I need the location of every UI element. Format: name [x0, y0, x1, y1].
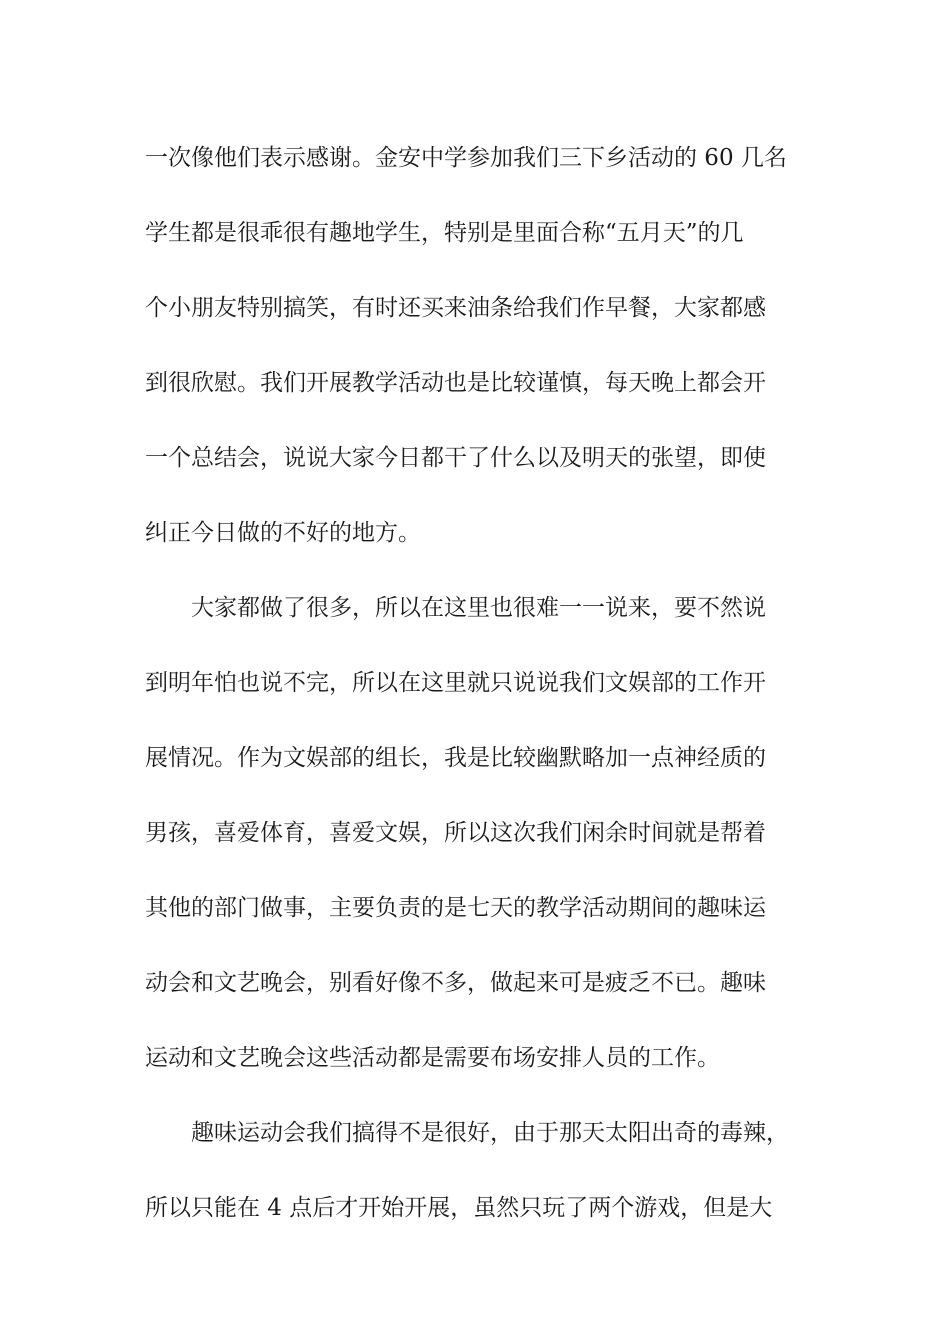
text-line: 趣味运动会我们搞得不是很好，由于那天太阳出奇的毒辣， [145, 1120, 789, 1146]
text-line: 其他的部门做事，主要负责的是七天的教学活动期间的趣味运 [145, 895, 766, 921]
text-line: 纠正今日做的不好的地方。 [145, 520, 421, 546]
text-line: 一次像他们表示感谢。金安中学参加我们三下乡活动的 60 几名 [145, 145, 787, 171]
text-line: 运动和文艺晚会这些活动都是需要布场安排人员的工作。 [145, 1045, 720, 1071]
text-line: 个小朋友特别搞笑，有时还买来油条给我们作早餐，大家都感 [145, 295, 766, 321]
text-line: 学生都是很乖很有趣地学生，特别是里面合称“五月天”的几 [145, 220, 744, 246]
text-line: 大家都做了很多，所以在这里也很难一一说来，要不然说 [145, 595, 766, 621]
text-line: 一个总结会，说说大家今日都干了什么以及明天的张望，即使 [145, 445, 766, 471]
text-line: 动会和文艺晚会，别看好像不多，做起来可是疲乏不已。趣味 [145, 970, 766, 996]
text-line: 所以只能在 4 点后才开始开展，虽然只玩了两个游戏，但是大 [145, 1195, 773, 1221]
text-line: 到明年怕也说不完，所以在这里就只说说我们文娱部的工作开 [145, 670, 766, 696]
text-line: 男孩，喜爱体育，喜爱文娱，所以这次我们闲余时间就是帮着 [145, 820, 766, 846]
text-line: 展情况。作为文娱部的组长，我是比较幽默略加一点神经质的 [145, 745, 766, 771]
body-text [145, 133, 815, 1258]
text-line: 到很欣慰。我们开展教学活动也是比较谨慎，每天晚上都会开 [145, 370, 766, 396]
